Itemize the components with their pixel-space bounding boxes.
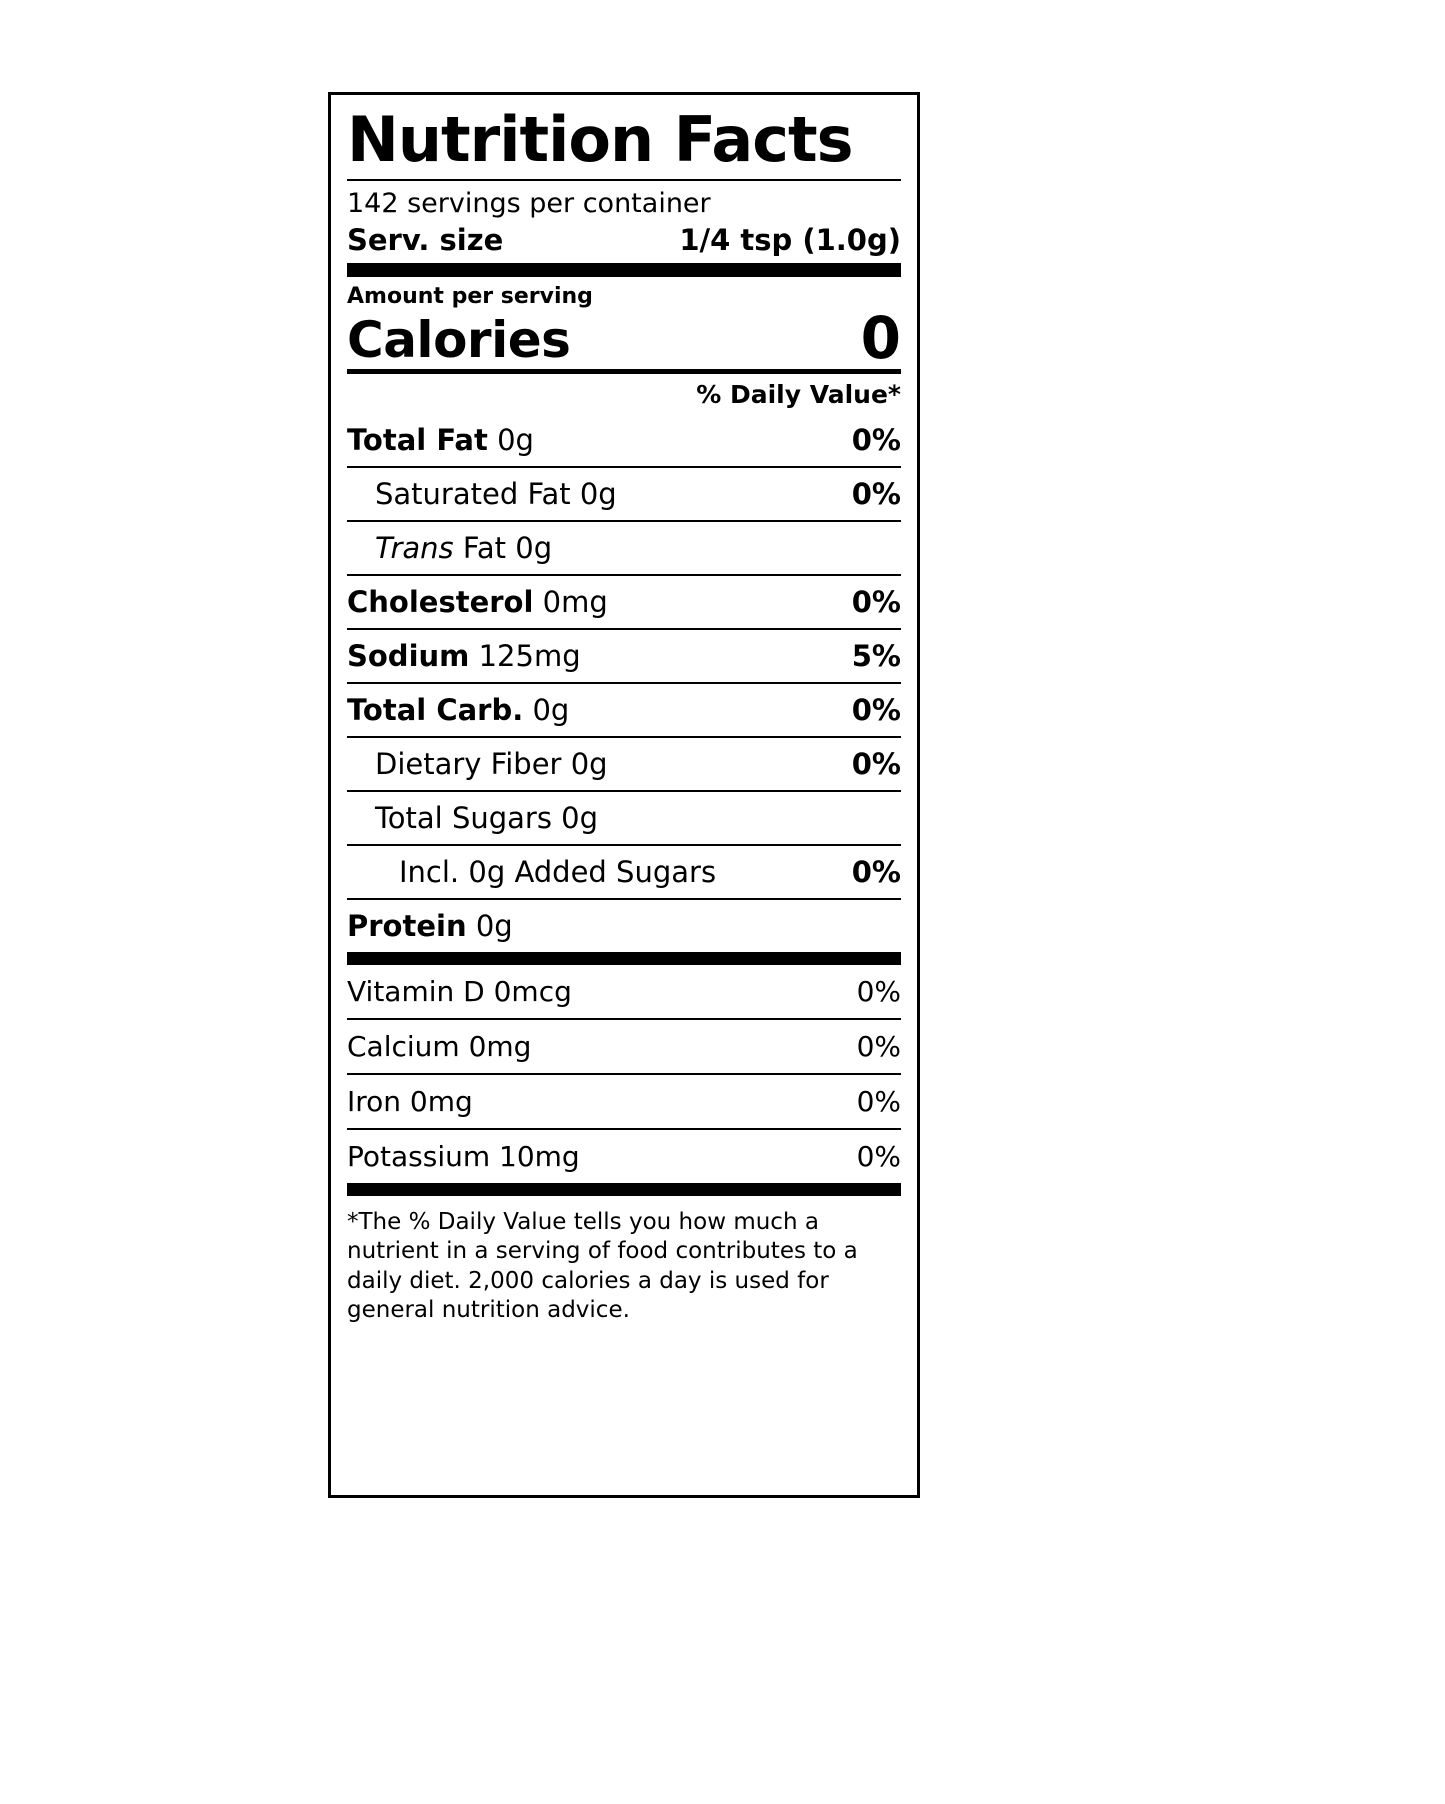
nutrient-daily-value: 0% [851,854,901,889]
nutrient-name: Cholesterol [347,584,534,619]
nutrient-name: Total Sugars [375,800,552,835]
vitamin-daily-value: 0% [856,1084,901,1118]
nutrient-row [347,630,901,682]
daily-value-header: % Daily Value* [696,379,901,409]
nutrient-row [347,522,901,574]
nutrient-label [347,585,608,619]
nutrient-amount: 0g [466,908,513,943]
nutrient-label [375,801,598,835]
nutrient-label [375,747,608,781]
vitamin-row [347,1130,901,1183]
nutrient-daily-value: 0% [851,422,901,457]
amount-per-serving-label: Amount per serving [347,283,593,309]
vitamin-label: Iron 0mg [347,1084,473,1118]
divider-thick-footnote [347,1183,901,1196]
nutrient-daily-value: 0% [851,692,901,727]
nutrient-row [347,468,901,520]
nutrient-daily-value: 5% [851,638,901,673]
nutrient-label [347,693,569,727]
servings-per-container: 142 servings per container [347,188,711,219]
nutrient-row [347,576,901,628]
nutrient-name: Incl. 0g Added Sugars [399,854,717,889]
nutrient-label [347,423,534,457]
nutrient-amount: 0g [561,746,608,781]
nutrient-name: Saturated Fat [375,476,571,511]
serving-size-label: Serv. size [347,222,504,257]
nutrient-amount: 0g [487,422,534,457]
nutrient-row [347,846,901,898]
nutrient-name: Total Fat [347,422,488,457]
nutrient-name: Trans [375,530,454,565]
nutrient-label [375,477,617,511]
calories-value: 0 [860,303,901,372]
vitamin-label: Vitamin D 0mcg [347,974,572,1008]
vitamin-list [347,965,901,1183]
vitamin-daily-value: 0% [856,1139,901,1173]
nutrient-list [347,414,901,952]
vitamin-row [347,1020,901,1073]
nutrition-facts-panel [328,92,920,1498]
vitamin-row [347,1075,901,1128]
vitamin-label: Potassium 10mg [347,1139,580,1173]
nutrient-amount: 0mg [533,584,608,619]
calories-row [347,303,901,372]
vitamin-daily-value: 0% [856,1029,901,1063]
nutrient-name: Total Carb. [347,692,524,727]
nutrient-amount: 0g [570,476,617,511]
nutrient-name: Protein [347,908,467,943]
nutrient-name: Dietary Fiber [375,746,562,781]
nutrient-row [347,414,901,466]
nutrient-name: Sodium [347,638,470,673]
serving-size-value: 1/4 tsp (1.0g) [679,222,901,257]
nutrient-daily-value: 0% [851,584,901,619]
divider-thick-vitamins [347,952,901,965]
nutrient-amount: 125mg [469,638,581,673]
nutrient-label [347,639,581,673]
vitamin-label: Calcium 0mg [347,1029,532,1063]
vitamin-row [347,965,901,1018]
page-title: Nutrition Facts [347,103,853,176]
nutrient-amount: 0g [551,800,599,835]
footnote: *The % Daily Value tells you how much a nutrient in a serving of food contributes to a daily diet. 2,000 calories a day is used for general nutrition advice. [347,1208,858,1324]
nutrient-amount: 0g [523,692,570,727]
nutrition-facts-inner [347,95,901,1326]
nutrient-amount: Fat 0g [453,530,553,565]
nutrient-label [347,909,513,943]
vitamin-daily-value: 0% [856,974,901,1008]
serving-size-row [347,221,901,263]
divider-thick-top [347,263,901,277]
nutrient-row [347,684,901,736]
nutrient-daily-value: 0% [851,746,901,781]
nutrient-label [399,855,716,889]
nutrient-daily-value: 0% [851,476,901,511]
calories-label: Calories [347,311,571,370]
nutrient-row [347,738,901,790]
nutrient-row [347,900,901,952]
nutrient-label [375,531,552,565]
nutrient-row [347,792,901,844]
